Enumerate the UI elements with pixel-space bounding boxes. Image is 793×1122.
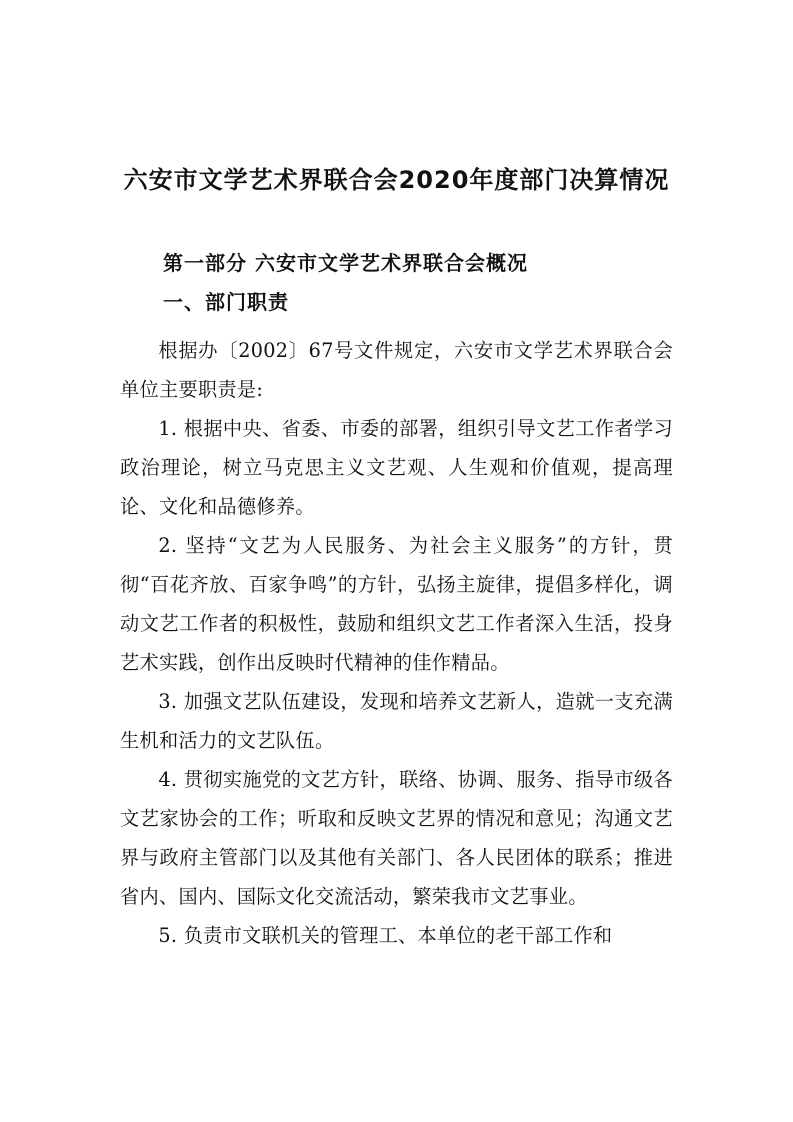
section-heading: 第一部分 六安市文学艺术界联合会概况 (163, 251, 528, 275)
paragraph-item-2: 2. 坚持“文艺为人民服务、为社会主义服务”的方针，贯彻“百花齐放、百家争鸣”的方针，弘扬主旋律，提倡多样化，调动文艺工作者的积极性，鼓励和组织文艺工作者深入生活，投身艺术实践，创作出反映时代精神的佳作精品。 (120, 534, 673, 674)
paragraph-intro: 根据办〔2002〕67号文件规定，六安市文学艺术界联合会单位主要职责是: (120, 339, 673, 401)
paragraph-item-5: 5. 负责市文联机关的管理工、本单位的老干部工作和 (158, 924, 613, 947)
subsection-heading: 一、部门职责 (163, 290, 289, 314)
paragraph-item-1: 1. 根据中央、省委、市委的部署，组织引导文艺工作者学习政治理论，树立马克思主义文艺观、人生观和价值观，提高理论、文化和品德修养。 (120, 417, 673, 518)
paragraph-item-4: 4. 贯彻实施党的文艺方针，联络、协调、服务、指导市级各文艺家协会的工作；听取和反映文艺界的情况和意见；沟通文艺界与政府主管部门以及其他有关部门、各人民团体的联系；推进省内、国内、国际文化交流活动，繁荣我市文艺事业。 (120, 768, 673, 908)
document-body (120, 331, 673, 955)
paragraph-item-3: 3. 加强文艺队伍建设，发现和培养文艺新人，造就一支充满生机和活力的文艺队伍。 (120, 690, 673, 752)
document-title: 六安市文学艺术界联合会2020年度部门决算情况 (123, 166, 670, 194)
